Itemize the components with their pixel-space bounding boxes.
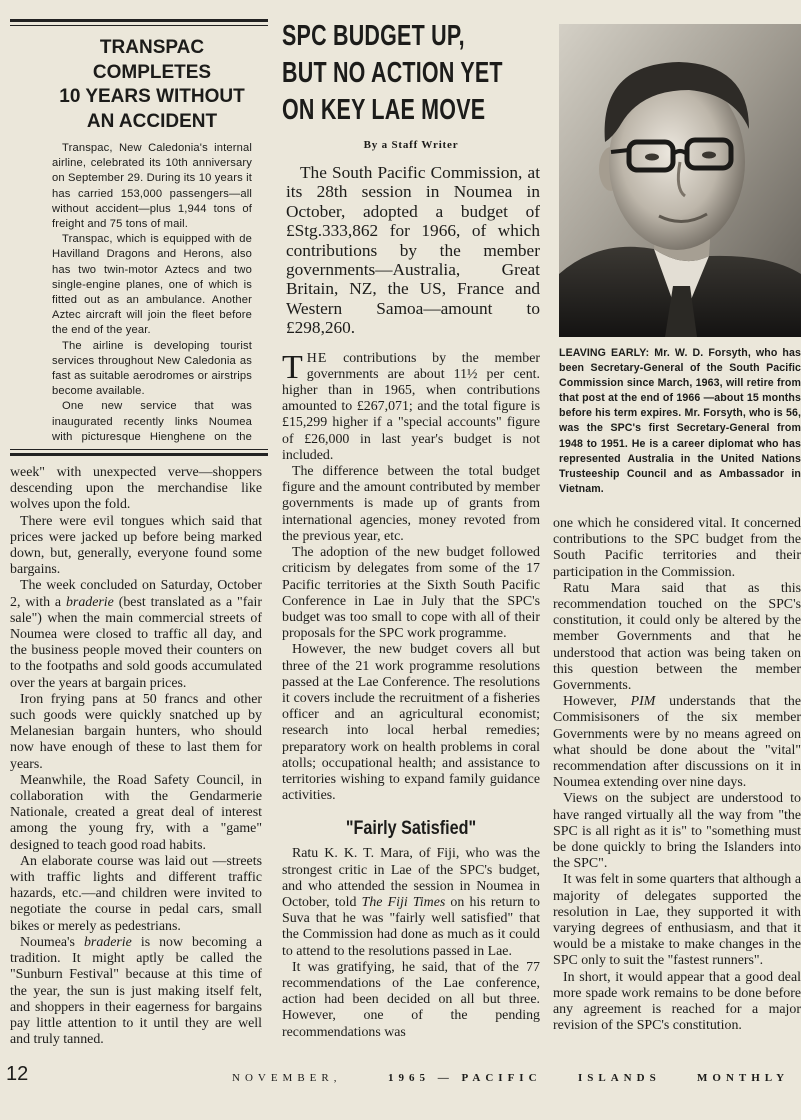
sidebar-bottom-rule — [10, 453, 268, 456]
left-paragraph: There were evil tongues which said that prices were jacked up before being marked down, but, generally, everyone found some bargains. — [10, 513, 262, 578]
portrait-photo — [559, 24, 801, 337]
text-run: on his return to Suva that he was "fairly well satisfied" that the Commission had done as much as it could to attend to the resolutions passed in Lae. — [282, 894, 540, 959]
left-paragraph: Meanwhile, the Road Safety Council, in collaboration with the Gendarmerie Nationale, created a great deal of interest among the young fry, with a "game" designed to teach good road habits. — [10, 772, 262, 853]
sidebar-paragraph: Transpac, New Caledonia's internal airline, celebrated its 10th anniversary on September 29. During its 10 years it has carried 153,000 passengers—all without accident—plus 1,944 tons of freight and 75 tons of mail. — [52, 142, 252, 231]
portrait-illustration — [559, 24, 801, 337]
page-number: 12 — [6, 1063, 29, 1085]
sidebar-title-line: AN ACCIDENT — [86, 110, 218, 132]
text-run: However, — [563, 694, 631, 710]
text-run: is now becoming a tradition. It might aptly be called the "Sunburn Festival" because at this time of the year, the sun is just making itself felt, and shoppers in their eagerness for bargains pay little attention to it until they are well and truly tanned. — [10, 934, 262, 1048]
subhead: "Fairly Satisfied" — [345, 818, 477, 840]
sidebar-title — [52, 36, 252, 134]
main-article — [282, 18, 540, 1068]
sidebar-title-line: TRANSPAC COMPLETES — [92, 37, 212, 83]
text-run: (best translated as a "fair sale") when the main commercial streets of Noumea were closed to traffic all day, and the business people moved their counters on to the footpaths and sold goods accumulated over the years at bargain prices. — [10, 594, 262, 691]
sidebar-paragraph: One new service that was inaugurated recently links Noumea with picturesque Hienghene on the — [52, 400, 252, 443]
right-paragraph: It was felt in some quarters that although a majority of delegates supported the resolution in Lae, they supported it with varying degrees of enthusiasm, and that it would be a mistake to make changes in the SPC only to suit the "fastest runners". — [553, 872, 801, 969]
footer-monthly: MONTHLY — [697, 1072, 790, 1084]
headline-line: BUT NO ACTION YET — [282, 57, 503, 89]
left-paragraph: An elaborate course was laid out —streets with traffic lights and different traffic hazards, etc.—and children were invited to negotiate the course in pedal cars, small bikes or merely as pedestrians. — [10, 853, 262, 934]
right-paragraph: Ratu Mara said that as this recommendation touched on the SPC's constitution, it could only be altered by the member Governments and that he understood that action was being taken on this question between the member Governments. — [553, 580, 801, 694]
sidebar-box — [52, 36, 252, 446]
italic-run: braderie — [83, 934, 132, 950]
article-paragraph: It was gratifying, he said, that of the 77 recommendations of the Lae conference, action had been decided on all but three. However, one of the pending recommendations was — [282, 959, 540, 1040]
left-column — [10, 465, 262, 1065]
left-paragraph — [10, 578, 262, 691]
article-paragraph: The difference between the total budget figure and the amount contributed by member governments is made up of grants from international agencies, money revoted from the previous year, etc. — [282, 464, 540, 544]
italic-run: braderie — [65, 594, 114, 610]
photo-caption-block — [559, 346, 801, 506]
article-paragraph-first — [282, 348, 540, 464]
right-paragraph: one which he considered vital. It concerned contributions to the SPC budget from the South Pacific territories and their participation in the Commission. — [553, 516, 801, 580]
left-paragraph: Iron frying pans at 50 francs and other such goods were quickly snatched up by Melanesian bargain hunters, who should now have enough of these to last them for years. — [10, 691, 262, 772]
headline-line: ON KEY LAE MOVE — [282, 94, 486, 126]
photo-caption: LEAVING EARLY: Mr. W. D. Forsyth, who has been Secretary-General of the South Pacific Commission since March, 1963, will retire from that post at the end of 1966 —about 15 months before his term expires. Mr. Forsyth, who is 56, was the SPC's first Secretary-General from 1948 to 1951. He is a career diplomat who has represented Australia in the United Nations Trusteeship Council and as Ambassador in Vietnam. — [559, 347, 801, 495]
article-paragraph: The adoption of the new budget followed criticism by delegates from some of the 17 Pacific territories at the Sixth South Pacific Conference in Lae in July that the SPC's budget was too small to cope with all of their proposals for the SPC work programme. — [282, 545, 540, 642]
footer-month: NOVEMBER, — [232, 1072, 342, 1084]
sidebar-bottom-rule-thin — [10, 449, 268, 450]
text-run: understands that the Commisisoners of the six member Governments were by no means agreed on what should be done about the "vital" recommendation after discussions on it in Noumea extending over nine days. — [553, 694, 801, 791]
sidebar-title-line: 10 YEARS WITHOUT — [59, 86, 245, 107]
article-paragraph — [282, 846, 540, 959]
article-paragraph: However, the new budget covers all but three of the 21 work programme resolutions passed at the Lae Conference. The resolutions it covers include the recruitment of a fisheries officer and an agricultural economist; research into local herbal remedies; preparatory work on health problems in coral atolls; occupational health; and assistance to territories wishing to expand family guidance activities. — [282, 642, 540, 804]
drop-cap: T — [282, 348, 303, 386]
lead-paragraph: The South Pacific Commission, at its 28th session in Noumea in October, adopted a budget of £Stg.333,862 for 1966, of which contributions by the member governments—Australia, Great Britain, NZ, the US, France and Western Samoa—amount to £298,260. — [286, 163, 540, 338]
text-run: The week concluded on Saturday, October 2, with a — [10, 578, 262, 610]
sidebar-paragraph: Transpac, which is equipped with de Havilland Dragons and Herons, also has two twin-motor Aztecs and two single-engine planes, one of which is fitted out as an ambulance. Another Aztec aircraft will join the fleet before the end of the year. — [52, 233, 252, 337]
sidebar-top-rule — [10, 19, 268, 22]
headline-line: SPC BUDGET UP, — [282, 20, 465, 52]
footer-islands: ISLANDS — [578, 1072, 661, 1084]
right-paragraph: In short, it would appear that a good deal more spade work remains to be done before any agreement is reached for a major revision of the SPC's constitution. — [553, 969, 801, 1034]
left-paragraph — [10, 935, 262, 1048]
right-column — [553, 516, 801, 1068]
italic-run: The Fiji Times — [361, 894, 446, 910]
sidebar-top-rule-thin — [10, 25, 268, 26]
left-paragraph: week" with unexpected verve—shoppers descending upon the merchandise like wolves upon the fold. — [10, 465, 262, 513]
sidebar-paragraph: The airline is developing tourist services throughout New Caledonia as fast as suitable aerodromes or airstrips become available. — [52, 339, 252, 398]
caps-word: HE — [306, 350, 328, 366]
right-paragraph: Views on the subject are understood to have ranged virtually all the way from "the SPC is all right as it is" to "something must be done quickly to bring the Islanders into the SPC". — [553, 791, 801, 872]
headline — [282, 18, 540, 129]
text-run: Noumea's — [20, 934, 84, 950]
right-paragraph — [553, 694, 801, 791]
footer-year-publication: 1965 — PACIFIC — [388, 1072, 542, 1084]
text-run: Ratu K. K. T. Mara, of Fiji, who was the strongest critic in Lae of the SPC's budget, and who attended the session in Noumea in October, told — [282, 846, 540, 910]
italic-run: PIM — [630, 694, 656, 710]
byline: By a Staff Writer — [363, 139, 459, 151]
text-run: contributions by the member governments are about 11½ per cent. higher than in 1965, when contributions amounted to £267,071; and the total figure is £15,299 higher if a "special accounts" figure of £26,000 in last year's budget is not included. — [282, 350, 540, 463]
